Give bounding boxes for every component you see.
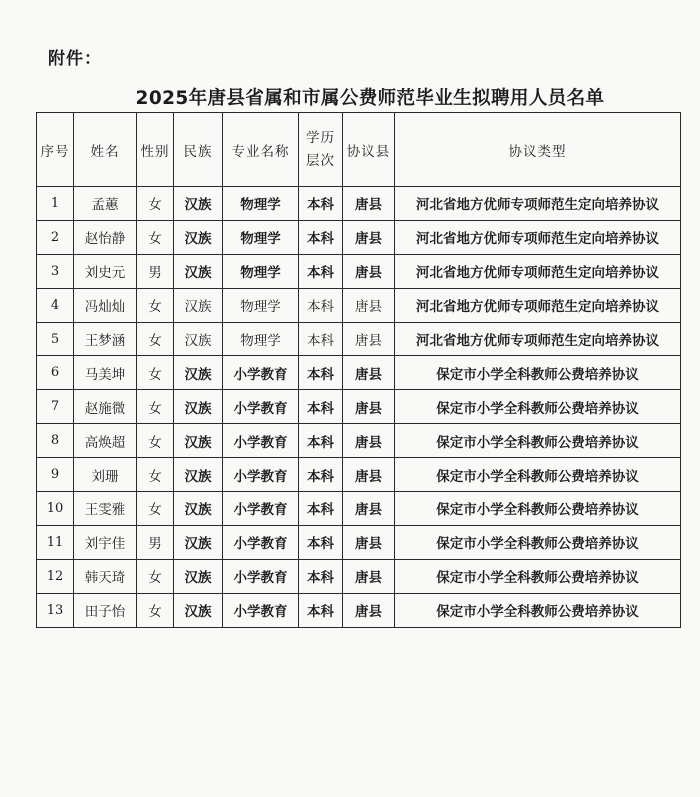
cell-name: 刘宇佳 <box>74 525 137 559</box>
cell-major: 物理学 <box>223 288 299 322</box>
table-row <box>37 559 681 593</box>
cell-gender: 女 <box>137 322 174 356</box>
cell-major: 小学教育 <box>223 356 299 390</box>
cell-ethnicity: 汉族 <box>174 458 223 492</box>
cell-education: 本科 <box>299 288 343 322</box>
cell-county: 唐县 <box>343 254 395 288</box>
header-gender: 性别 <box>137 113 174 187</box>
cell-county: 唐县 <box>343 322 395 356</box>
cell-agreement: 河北省地方优师专项师范生定向培养协议 <box>395 220 681 254</box>
cell-county: 唐县 <box>343 390 395 424</box>
cell-seq: 12 <box>37 559 74 593</box>
cell-agreement: 保定市小学全科教师公费培养协议 <box>395 492 681 526</box>
cell-county: 唐县 <box>343 220 395 254</box>
cell-agreement: 保定市小学全科教师公费培养协议 <box>395 390 681 424</box>
cell-name: 赵怡静 <box>74 220 137 254</box>
cell-name: 韩天琦 <box>74 559 137 593</box>
cell-agreement: 河北省地方优师专项师范生定向培养协议 <box>395 288 681 322</box>
cell-name: 冯灿灿 <box>74 288 137 322</box>
cell-ethnicity: 汉族 <box>174 288 223 322</box>
cell-education: 本科 <box>299 559 343 593</box>
cell-name: 高焕超 <box>74 424 137 458</box>
cell-major: 物理学 <box>223 220 299 254</box>
cell-agreement: 保定市小学全科教师公费培养协议 <box>395 525 681 559</box>
cell-county: 唐县 <box>343 593 395 627</box>
header-education-line1: 学历 <box>306 129 335 146</box>
table-row <box>37 220 681 254</box>
cell-county: 唐县 <box>343 288 395 322</box>
cell-major: 物理学 <box>223 187 299 221</box>
cell-gender: 女 <box>137 356 174 390</box>
cell-education: 本科 <box>299 492 343 526</box>
cell-agreement: 河北省地方优师专项师范生定向培养协议 <box>395 254 681 288</box>
cell-education: 本科 <box>299 322 343 356</box>
table-row <box>37 458 681 492</box>
header-county: 协议县 <box>343 113 395 187</box>
cell-ethnicity: 汉族 <box>174 525 223 559</box>
cell-ethnicity: 汉族 <box>174 254 223 288</box>
cell-education: 本科 <box>299 424 343 458</box>
cell-seq: 8 <box>37 424 74 458</box>
cell-name: 王雯雅 <box>74 492 137 526</box>
cell-county: 唐县 <box>343 525 395 559</box>
cell-agreement: 保定市小学全科教师公费培养协议 <box>395 559 681 593</box>
cell-major: 小学教育 <box>223 390 299 424</box>
table-row <box>37 187 681 221</box>
table-row <box>37 492 681 526</box>
hiring-roster-table <box>36 112 681 628</box>
cell-gender: 女 <box>137 187 174 221</box>
document-title: 2025年唐县省属和市属公费师范毕业生拟聘用人员名单 <box>135 88 605 109</box>
cell-seq: 10 <box>37 492 74 526</box>
cell-ethnicity: 汉族 <box>174 424 223 458</box>
cell-name: 刘珊 <box>74 458 137 492</box>
cell-county: 唐县 <box>343 187 395 221</box>
cell-seq: 6 <box>37 356 74 390</box>
cell-gender: 女 <box>137 424 174 458</box>
header-seq: 序号 <box>37 113 74 187</box>
cell-name: 刘史元 <box>74 254 137 288</box>
header-education-line2: 层次 <box>306 152 335 169</box>
cell-agreement: 河北省地方优师专项师范生定向培养协议 <box>395 322 681 356</box>
cell-major: 小学教育 <box>223 525 299 559</box>
cell-gender: 男 <box>137 525 174 559</box>
cell-agreement: 保定市小学全科教师公费培养协议 <box>395 593 681 627</box>
cell-ethnicity: 汉族 <box>174 322 223 356</box>
cell-education: 本科 <box>299 458 343 492</box>
header-major: 专业名称 <box>223 113 299 187</box>
cell-seq: 3 <box>37 254 74 288</box>
header-education <box>299 113 343 187</box>
cell-major: 小学教育 <box>223 424 299 458</box>
cell-major: 物理学 <box>223 254 299 288</box>
cell-county: 唐县 <box>343 492 395 526</box>
cell-name: 孟蕙 <box>74 187 137 221</box>
cell-name: 赵施微 <box>74 390 137 424</box>
cell-gender: 女 <box>137 492 174 526</box>
cell-seq: 2 <box>37 220 74 254</box>
cell-ethnicity: 汉族 <box>174 220 223 254</box>
cell-county: 唐县 <box>343 424 395 458</box>
cell-education: 本科 <box>299 525 343 559</box>
cell-agreement: 保定市小学全科教师公费培养协议 <box>395 424 681 458</box>
cell-seq: 7 <box>37 390 74 424</box>
table-row <box>37 593 681 627</box>
cell-seq: 5 <box>37 322 74 356</box>
cell-gender: 女 <box>137 559 174 593</box>
cell-county: 唐县 <box>343 356 395 390</box>
cell-education: 本科 <box>299 220 343 254</box>
cell-seq: 1 <box>37 187 74 221</box>
roster-body <box>37 187 681 628</box>
header-agreement: 协议类型 <box>395 113 681 187</box>
cell-ethnicity: 汉族 <box>174 356 223 390</box>
table-row <box>37 424 681 458</box>
cell-education: 本科 <box>299 356 343 390</box>
cell-name: 马美坤 <box>74 356 137 390</box>
table-row <box>37 525 681 559</box>
cell-major: 物理学 <box>223 322 299 356</box>
cell-seq: 4 <box>37 288 74 322</box>
header-row <box>37 113 681 187</box>
cell-agreement: 保定市小学全科教师公费培养协议 <box>395 458 681 492</box>
header-ethnicity: 民族 <box>174 113 223 187</box>
table-row <box>37 322 681 356</box>
cell-ethnicity: 汉族 <box>174 390 223 424</box>
cell-name: 田子怡 <box>74 593 137 627</box>
cell-ethnicity: 汉族 <box>174 593 223 627</box>
cell-major: 小学教育 <box>223 593 299 627</box>
cell-gender: 女 <box>137 220 174 254</box>
table-row <box>37 254 681 288</box>
table-row <box>37 356 681 390</box>
cell-seq: 11 <box>37 525 74 559</box>
cell-education: 本科 <box>299 187 343 221</box>
cell-gender: 女 <box>137 593 174 627</box>
cell-gender: 女 <box>137 458 174 492</box>
cell-agreement: 保定市小学全科教师公费培养协议 <box>395 356 681 390</box>
cell-county: 唐县 <box>343 559 395 593</box>
cell-ethnicity: 汉族 <box>174 559 223 593</box>
cell-education: 本科 <box>299 254 343 288</box>
cell-ethnicity: 汉族 <box>174 187 223 221</box>
cell-education: 本科 <box>299 593 343 627</box>
cell-county: 唐县 <box>343 458 395 492</box>
cell-major: 小学教育 <box>223 559 299 593</box>
attachment-label: 附件： <box>48 49 102 69</box>
table-row <box>37 288 681 322</box>
cell-ethnicity: 汉族 <box>174 492 223 526</box>
cell-education: 本科 <box>299 390 343 424</box>
cell-gender: 女 <box>137 390 174 424</box>
cell-name: 王梦涵 <box>74 322 137 356</box>
cell-seq: 9 <box>37 458 74 492</box>
cell-gender: 男 <box>137 254 174 288</box>
cell-agreement: 河北省地方优师专项师范生定向培养协议 <box>395 187 681 221</box>
cell-gender: 女 <box>137 288 174 322</box>
cell-seq: 13 <box>37 593 74 627</box>
table-row <box>37 390 681 424</box>
header-name: 姓名 <box>74 113 137 187</box>
cell-major: 小学教育 <box>223 492 299 526</box>
cell-major: 小学教育 <box>223 458 299 492</box>
